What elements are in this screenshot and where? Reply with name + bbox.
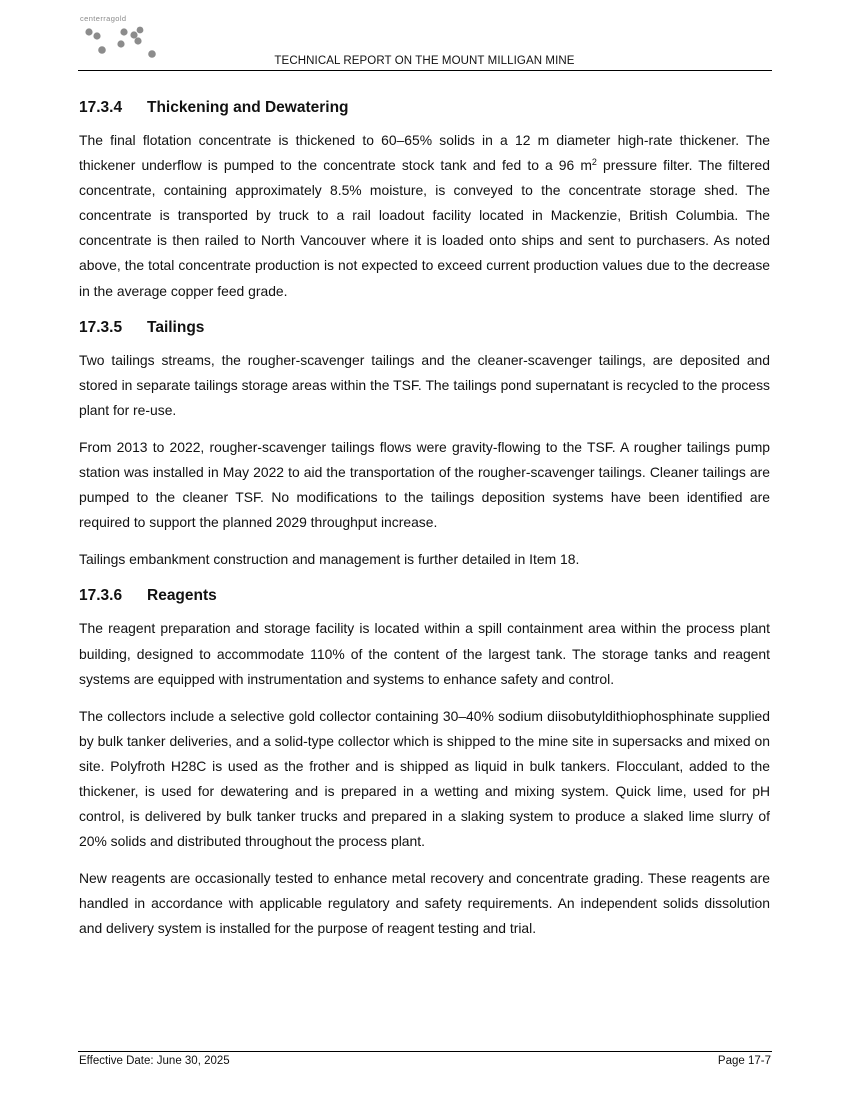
paragraph-reagents-3: New reagents are occasionally tested to enhance metal recovery and concentrate grading. These reagents are handled in accordance with applicable regulatory and safety requirements. An independent solids dissolution and delivery system is installed for the purpose of reagent testing and trial. [79,870,770,937]
paragraph-text: pressure filter. The filtered concentrate, containing approximately 8.5% moisture, is conveyed to the concentrate storage shed. The concentrate is transported by truck to a rail loadout facility located in Mackenzie, British Columbia. The concentrate is then railed to North Vancouver where it is loaded onto ships and sent to purchasers. As noted above, the total concentrate production is not expected to exceed current production values due to the decrease in the average copper feed grade. [79,157,770,299]
logo-wordmark: centerragold [80,14,127,23]
paragraph-reagents-2: The collectors include a selective gold collector containing 30–40% sodium diisobutyldithiophosphinate supplied by bulk tanker deliveries, and a solid-type collector which is shipped to the mine site in supersacks and mixed on site. Polyfroth H28C is used as the frother and is shipped as liquid in bulk tankers. Flocculant, added to the thickener, is used for dewatering and is prepared in a wetting and mixing system. Quick lime, used for pH control, is delivered by bulk tanker trucks and prepared in a slaking system to produce a slaked lime slurry of 20% solids and distributed throughout the process plant. [79,707,770,850]
paragraph-tailings-2: From 2013 to 2022, rougher-scavenger tailings flows were gravity-flowing to the TSF. A rougher tailings pump station was installed in May 2022 to aid the transportation of the rougher-scavenger tailings. Cleaner tailings are pumped to the cleaner TSF. No modifications to the tailings deposition systems have been identified are required to support the planned 2029 throughput increase. [79,438,770,531]
paragraph-reagents-1: The reagent preparation and storage facility is located within a spill containment area within the process plant building, designed to accommodate 110% of the content of the largest tank. The storage tanks and reagent systems are equipped with instrumentation and systems to enhance safety and control. [79,620,770,687]
section-number: 17.3.5 [79,318,123,336]
paragraph-thickening [79,128,770,304]
section-title: Reagents [147,587,217,605]
document-body [79,96,770,954]
section-title: Thickening and Dewatering [147,99,349,116]
section-title: Tailings [147,318,205,336]
effective-date: Effective Date: June 30, 2025 [79,1055,230,1067]
footer-divider [78,1051,772,1052]
section-heading-reagents [79,584,770,608]
section-number: 17.3.4 [79,99,123,116]
section-heading-tailings [79,316,770,340]
superscript: 2 [591,157,597,168]
paragraph-tailings-3: Tailings embankment construction and management is further detailed in Item 18. [79,551,580,568]
report-header-title: TECHNICAL REPORT ON THE MOUNT MILLIGAN MINE [274,55,575,67]
page-number: Page 17-7 [717,1055,771,1067]
section-number: 17.3.6 [79,587,123,605]
paragraph-tailings-1: Two tailings streams, the rougher-scavenger tailings and the cleaner-scavenger tailings, are deposited and stored in separate tailings storage areas within the TSF. The tailings pond supernatant is recycled to the process plant for re-use. [79,351,770,418]
header-divider [78,70,772,71]
paragraph-text: The final flotation concentrate is thickened to 60–65% solids in a 12 m diameter high-rate thickener. The thickener underflow is pumped to the concentrate stock tank and fed to a 96 m [79,132,770,174]
section-heading-thickening [79,96,770,120]
